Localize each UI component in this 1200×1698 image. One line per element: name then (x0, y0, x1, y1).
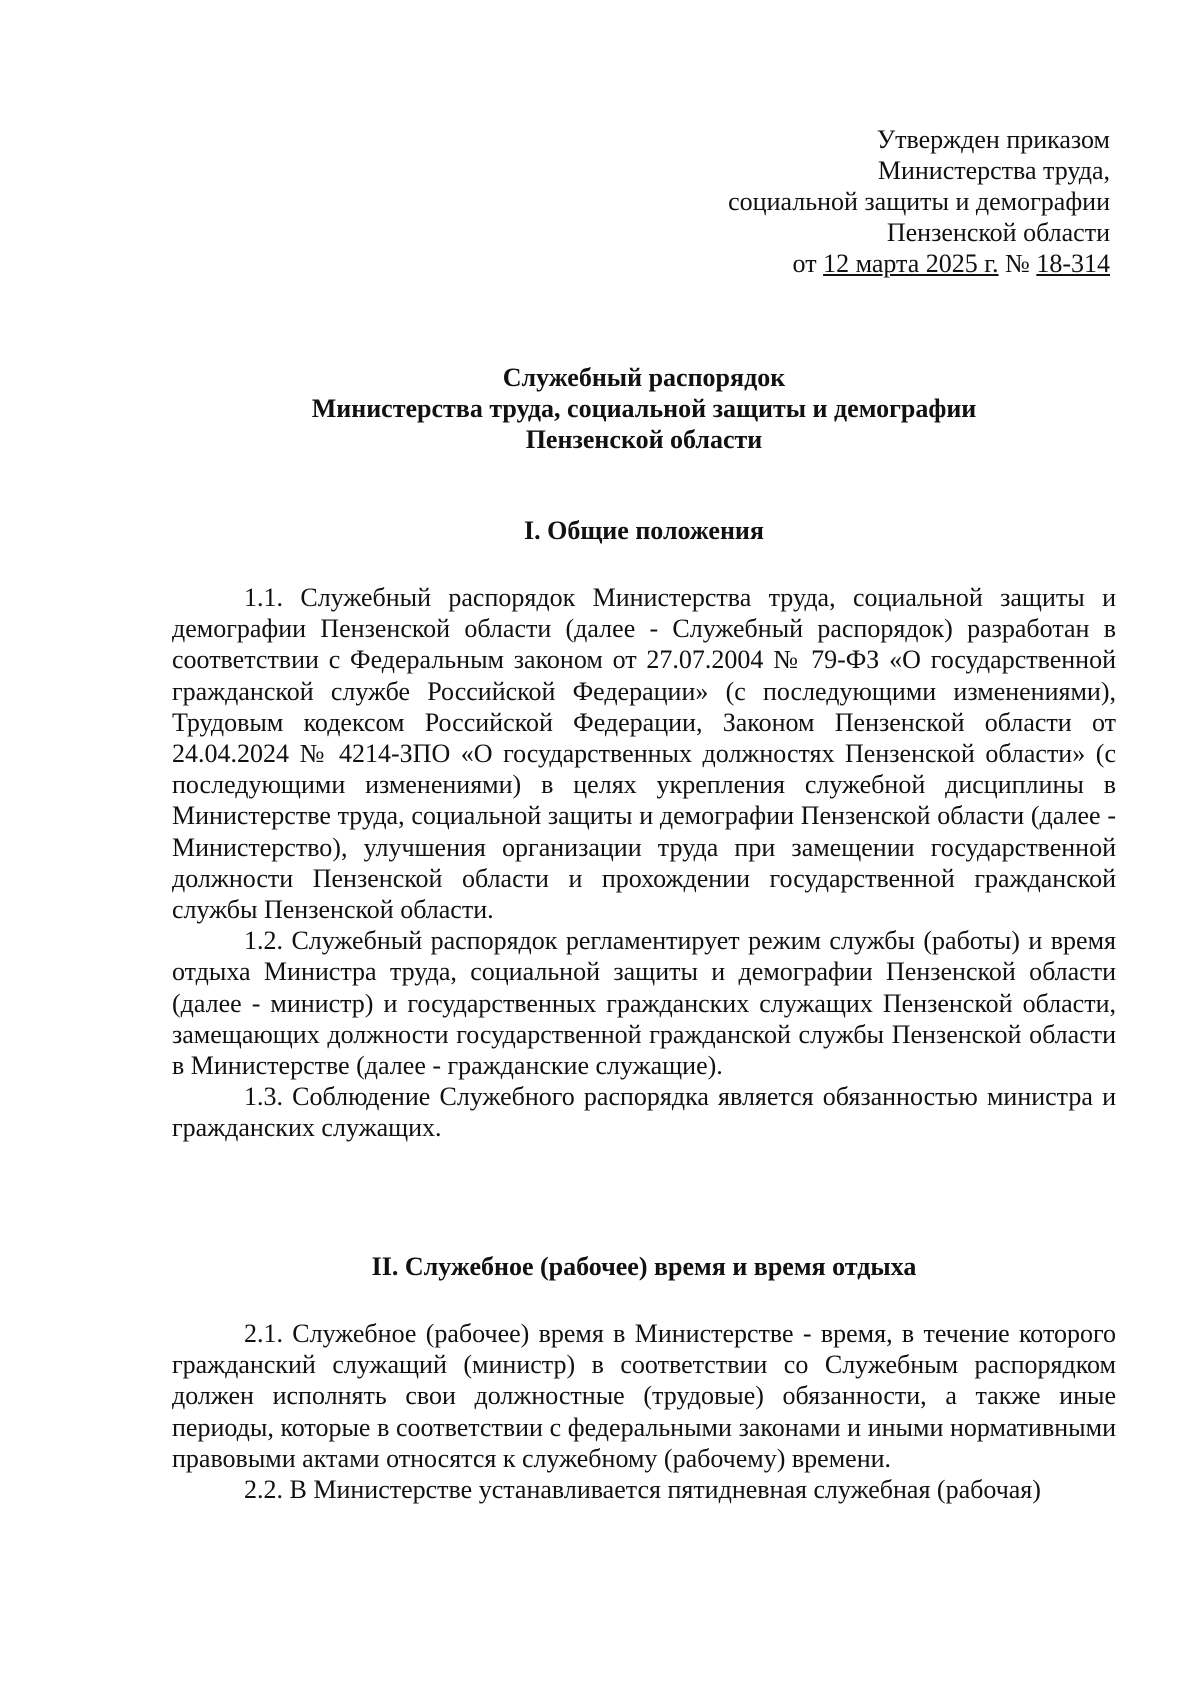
paragraph-1-3: 1.3. Соблюдение Служебного распорядка является обязанностью министра и гражданских служащих. (172, 1082, 1116, 1143)
document-title (172, 362, 1116, 455)
approval-line-3: социальной защиты и демографии (728, 187, 1110, 216)
approval-date-prefix: от (792, 249, 824, 278)
section-heading-2: II. Служебное (рабочее) время и время отдыха (371, 1252, 917, 1281)
title-line-1: Служебный распорядок (502, 363, 786, 392)
title-line-3: Пензенской области (525, 425, 763, 454)
approval-number-prefix: № (998, 249, 1037, 278)
paragraph-2-1: 2.1. Служебное (рабочее) время в Министерстве - время, в течение которого гражданский служащий (министр) в соответствии со Служебным распорядком должен исполнять свои должностные (трудовые) обязанности, а также иные периоды, которые в соответствии с федеральными законами и иными нормативными правовыми актами относятся к служебному (рабочему) времени. (172, 1319, 1116, 1473)
paragraph-2-2: 2.2. В Министерстве устанавливается пятидневная служебная (рабочая) (244, 1475, 1041, 1505)
approval-date: 12 марта 2025 г. (823, 249, 999, 278)
approval-line-4: Пензенской области (886, 218, 1110, 247)
section-2-body (172, 1318, 1116, 1505)
title-line-2: Министерства труда, социальной защиты и демографии (311, 394, 977, 423)
approval-line-1: Утвержден приказом (876, 125, 1110, 154)
section-heading-1: I. Общие положения (524, 516, 764, 545)
section-1-body (172, 582, 1116, 1144)
paragraph-1-2: 1.2. Служебный распорядок регламентирует режим службы (работы) и время отдыха Министра труда, социальной защиты и демографии Пензенской области (далее - министр) и государственных гражданских служащих Пензенской области, замещающих должности государственной гражданской службы Пензенской области в Министерстве (далее - гражданские служащие). (172, 926, 1116, 1081)
paragraph-1-1: 1.1. Служебный распорядок Министерства труда, социальной защиты и демографии Пензенской области (далее - Служебный распорядок) разработан в соответствии с Федеральным законом от 27.07.2004 № 79-ФЗ «О государственной гражданской службе Российской Федерации» (с последующими изменениями), Трудовым кодексом Российской Федерации, Законом Пензенской области от 24.04.2024 № 4214-ЗПО «О государственных должностях Пензенской области» (с последующими изменениями) в целях укрепления служебной дисциплины в Министерстве труда, социальной защиты и демографии Пензенской области (далее - Министерство), улучшения организации труда при замещении государственной должности Пензенской области и прохождении государственной гражданской службы Пензенской области. (172, 583, 1116, 925)
approval-date-line (550, 248, 1110, 279)
approval-line-2: Министерства труда, (877, 156, 1110, 185)
approval-number: 18-314 (1036, 249, 1110, 278)
approval-stamp (550, 124, 1110, 279)
